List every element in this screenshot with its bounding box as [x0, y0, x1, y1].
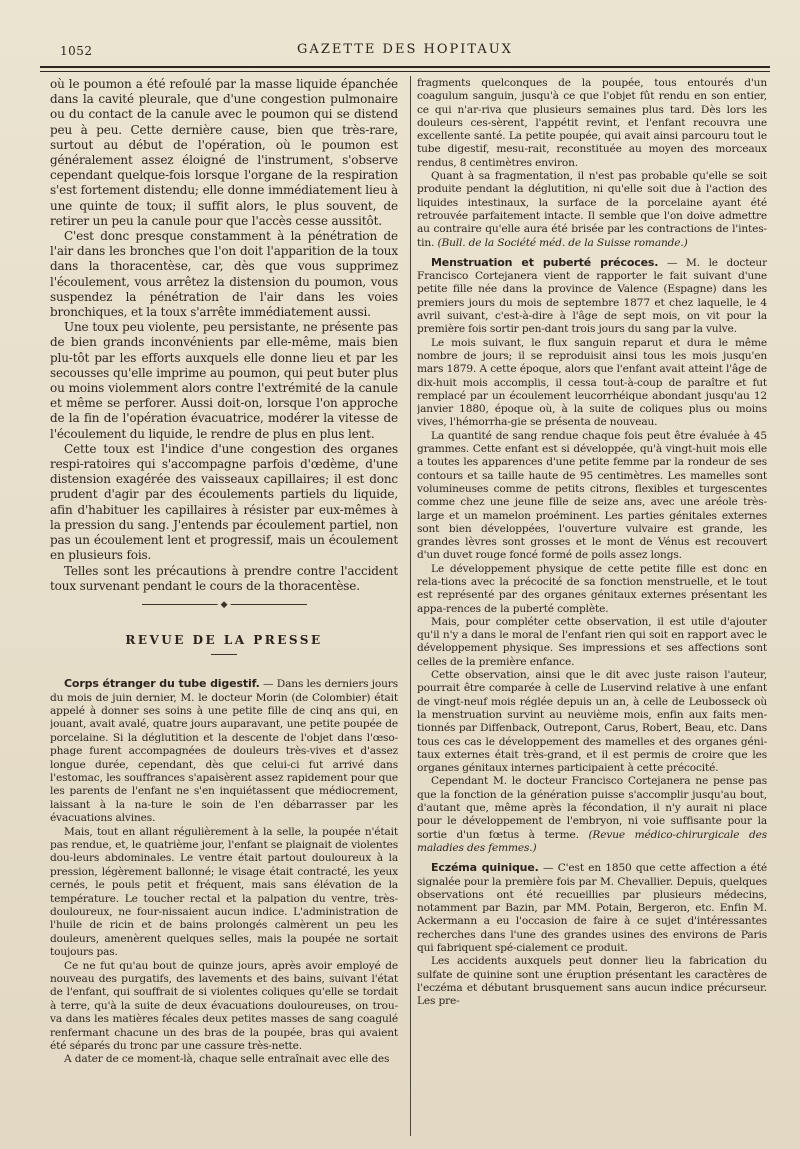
left-paragraph-4: Cette toux est l'indice d'une congestion des organes respi-ratoires qui s'accompagne parfois d'œdème, d'une distension exagérée des vaisseaux capillaires; il est donc prudent d'agir par des écoulements partiels du liquide, afin d'habituer les capillaires à résister par eux-mêmes à la pression du sang. J'entends par écoulement partiel, non pas un écoulement lent et progressif, mais un écoulement en plusieurs fois.	[50, 441, 398, 563]
section-rule	[211, 654, 237, 655]
article-eczema-p1	[417, 861, 767, 955]
article-menstruation-p6: Cette observation, ainsi que le dit avec juste raison l'auteur, pourrait être comparée à celle de Luservind relative à une enfant de vingt-neuf mois réglée depuis un an, à celle de Leubosseck où la menstruation survint au neuvième mois, enfin aux faits men-tionnés par Diffenback, Outrepont, Carus, Robert, Beau, etc. Dans tous ces cas le développement des mamelles et des organes géni-taux externes était très-grand, et il est permis de croire que les organes génitaux internes participaient à cette précocité.	[417, 669, 767, 775]
article-heading-menstruation: Menstruation et puberté précoces.	[431, 255, 659, 269]
right-column	[417, 77, 767, 1141]
article-corps-etranger-p2: Mais, tout en allant régulièrement à la selle, la poupée n'était pas rendue, et, le quatrième jour, l'enfant se plaignait de violentes dou-leurs abdominales. Le ventre était partout douloureux à la pression, légèrement ballonné; le visage était contracté, les yeux cernés, le pouls petit et fréquent, mais sans élévation de la température. Le toucher rectal et la palpation du ventre, très-douloureux, ne four-nissaient aucun indice. L'administration de l'huile de ricin et de bains prolongés calmèrent un peu les douleurs, amenèrent quelques selles, mais la poupée ne sortait toujours pas.	[50, 825, 398, 959]
article-eczema-text-1: — C'est en 1850 que cette affection a été signalée pour la première fois par M. Chevallier. Depuis, quelques observations ont été recueillies par plusieurs médecins, notamment par Bazin, par MM. Potain, Bergeron, etc. Enfin M. Ackermann a eu l'occasion de faire à ce sujet d'intéressantes recherches dans l'une des grandes usines des environs de Paris qui fabriquent spé-cialement ce produit.	[417, 862, 767, 954]
right-paragraph-2	[417, 170, 767, 250]
article-menstruation-p2: Le mois suivant, le flux sanguin reparut et dura le même nombre de jours; il se reproduisit ainsi tous les mois jusqu'en mars 1879. A cette époque, alors que l'enfant avait atteint l'âge de dix-huit mois accomplis, il cessa tout-à-coup de paraître et fut remplacé par un écoulement leucorrhéique abondant jusqu'au 12 janvier 1880, époque où, à la suite de coliques plus ou moins vives, l'hémorrha-gie se présenta de nouveau.	[417, 336, 767, 429]
left-paragraph-5: Telles sont les précautions à prendre contre l'accident toux survenant pendant le cours de la thoracentèse.	[50, 563, 398, 593]
left-paragraph-2: C'est donc presque constamment à la pénétration de l'air dans les bronches que l'on doit l'apparition de la toux dans la thoracentèse, car, dès que vous supprimez l'écoulement, vous arrêtez la distension du poumon, vous suspendez la pénétration de l'air dans les voies bronchiques, et la toux s'arrête immédiatement aussi.	[50, 229, 398, 320]
left-paragraph-1: où le poumon a été refoulé par la masse liquide épanchée dans la cavité pleurale, que d'une congestion pulmonaire ou du contact de la canule avec le poumon qui se distend peu à peu. Cette dernière cause, bien que très-rare, surtout au début de l'opération, où le poumon est généralement assez éloigné de l'instrument, s'observe cependant quelque-fois lorsque l'organe de la respiration s'est fortement distendu; elle donne immédiatement lieu à une quinte de toux; il suffit alors, le plus souvent, de retirer un peu la canule pour que l'accès cesse aussitôt.	[50, 77, 398, 228]
article-corps-etranger-p4: A dater de ce moment-là, chaque selle entraînait avec elle des	[64, 1053, 390, 1066]
citation-bulletin-suisse: (Bull. de la Société méd. de la Suisse romande.)	[437, 236, 688, 249]
citation-revue-medico: (Revue médico-chirurgicale des maladies des femmes.)	[417, 828, 767, 854]
header-rule-thin	[40, 71, 770, 72]
column-divider	[410, 76, 411, 1136]
article-menstruation-p4: Le développement physique de cette petite fille est donc en rela-tions avec la précocité de sa fonction menstruelle, et le tout est représenté par des organes génitaux externes présentant les appa-rences de la puberté complète.	[417, 562, 767, 615]
article-corps-etranger-p3: Ce ne fut qu'au bout de quinze jours, après avoir employé de nouveau des purgatifs, des lavements et des bains, suivant l'état de l'enfant, qui souffrait de si violentes coliques qu'elle se tordait à terre, qu'à la suite de deux évacuations douloureuses, on trou-va dans les matières fécales deux petites masses de sang coagulé renfermant chacune un des bras de la poupée, bras qui avaient été séparés du tronc par une cassure très-nette.	[50, 959, 398, 1053]
article-menstruation-p5: Mais, pour compléter cette observation, il est utile d'ajouter qu'il n'y a dans le moral de l'enfant rien qui soit en rapport avec le développement physique. Ses impressions et ses affections sont celles de la première enfance.	[417, 615, 767, 668]
ornamental-rule	[142, 604, 307, 611]
section-title: REVUE DE LA PRESSE	[125, 632, 323, 647]
page-header	[40, 40, 770, 66]
article-menstruation-text-7: Cependant M. le docteur Francisco Cortejanera ne pense pas que la fonction de la génération puisse s'accomplir jusqu'au bout, d'autant que, même après la fécondation, il n'y aurait ni place pour le développement de l'embryon, ni voie suffisante pour la sortie d'un fœtus à terme.	[417, 775, 767, 841]
article-corps-etranger-text-1: — Dans les derniers jours du mois de juin dernier, M. le docteur Morin (de Colombier) était appelé à donner ses soins à une petite fille de cinq ans qui, en jouant, avait avalé, quatre jours auparavant, une petite poupée de porcelaine. Si la déglutition et la descente de l'objet dans l'œso-phage furent accompagnées de douleurs très-vives et d'assez longue durée, cependant, dès que celui-ci fut arrivé dans l'estomac, les souffrances s'apaisèrent assez rapidement pour que les parents de l'enfant ne s'en inquiétassent que médiocrement, laissant à la na-ture le soin de l'en débarrasser par les évacuations alvines.	[50, 678, 398, 825]
article-eczema-p2: Les accidents auxquels peut donner lieu la fabrication du sulfate de quinine sont une éruption présentant les caractères de l'eczéma et débutant brusquement sans aucun indice précurseur. Les pre-	[417, 955, 767, 1008]
left-column	[50, 77, 398, 1141]
article-menstruation-text-1: — M. le docteur Francisco Cortejanera vient de rapporter le fait suivant d'une petite fille née dans la province de Valence (Espagne) dans les premiers jours du mois de septembre 1877 et chez laquelle, le 4 avril suivant, c'est-à-dire à l'âge de sept mois, on vit pour la première fois sortir pen-dant trois jours du sang par la vulve.	[417, 256, 767, 336]
journal-title: GAZETTE DES HOPITAUX	[297, 42, 513, 57]
article-heading-eczema: Eczéma quinique.	[431, 861, 539, 875]
page-number: 1052	[60, 44, 93, 58]
article-menstruation-p7	[417, 775, 767, 855]
left-paragraph-3: Une toux peu violente, peu persistante, ne présente pas de bien grands inconvénients par elle-même, mais bien plu-tôt par les efforts auxquels elle donne lieu et par les secousses qu'elle imprime au poumon, qui peut buter plus ou moins violemment alors contre l'extrémité de la canule et même se perforer. Aussi doit-on, lorsque l'on approche de la fin de l'opération évacuatrice, modérer la vitesse de l'écoulement du liquide, le rendre de plus en plus lent.	[50, 320, 398, 441]
right-paragraph-1: fragments quelconques de la poupée, tous entourés d'un coagulum sanguin, jusqu'à ce que l'objet fût rendu en son entier, ce qui n'ar-riva que plusieurs semaines plus tard. Dès lors les douleurs ces-sèrent, l'appétit revint, et l'enfant recouvra une excellente santé. La petite poupée, qui avait ainsi parcouru tout le tube digestif, mesu-rait, reconstituée au moyen des morceaux rendus, 8 centimètres environ.	[417, 77, 767, 169]
right-paragraph-2-text: Quant à sa fragmentation, il n'est pas probable qu'elle se soit produite pendant la déglutition, ni qu'elle soit due à l'action des liquides intestinaux, la surface de la porcelaine ayant été retrouvée parfaitement intacte. Il semble que l'on doive admettre au contraire qu'elle aura été brisée par les contractions de l'intes-tin.	[417, 170, 767, 249]
article-menstruation-p3: La quantité de sang rendue chaque fois peut être évaluée à 45 grammes. Cette enfant est si développée, qu'à vingt-huit mois elle a toutes les apparences d'une petite femme par la rondeur de ses contours et sa taille haute de 95 centimètres. Les mamelles sont volumineuses comme de petits citrons, flexibles et turgescentes comme chez une jeune fille de seize ans, avec une aréole très-large et un mamelon proéminent. Les parties génitales externes sont bien développées, l'ouverture vulvaire est grande, les grandes lèvres sont grosses et le mont de Vénus est recouvert d'un duvet rouge foncé formé de poils assez longs.	[417, 429, 767, 562]
article-heading-corps-etranger: Corps étranger du tube digestif.	[64, 677, 260, 691]
header-rule-thick	[40, 66, 770, 68]
article-menstruation-p1	[417, 256, 767, 337]
article-corps-etranger-p1	[50, 677, 398, 825]
